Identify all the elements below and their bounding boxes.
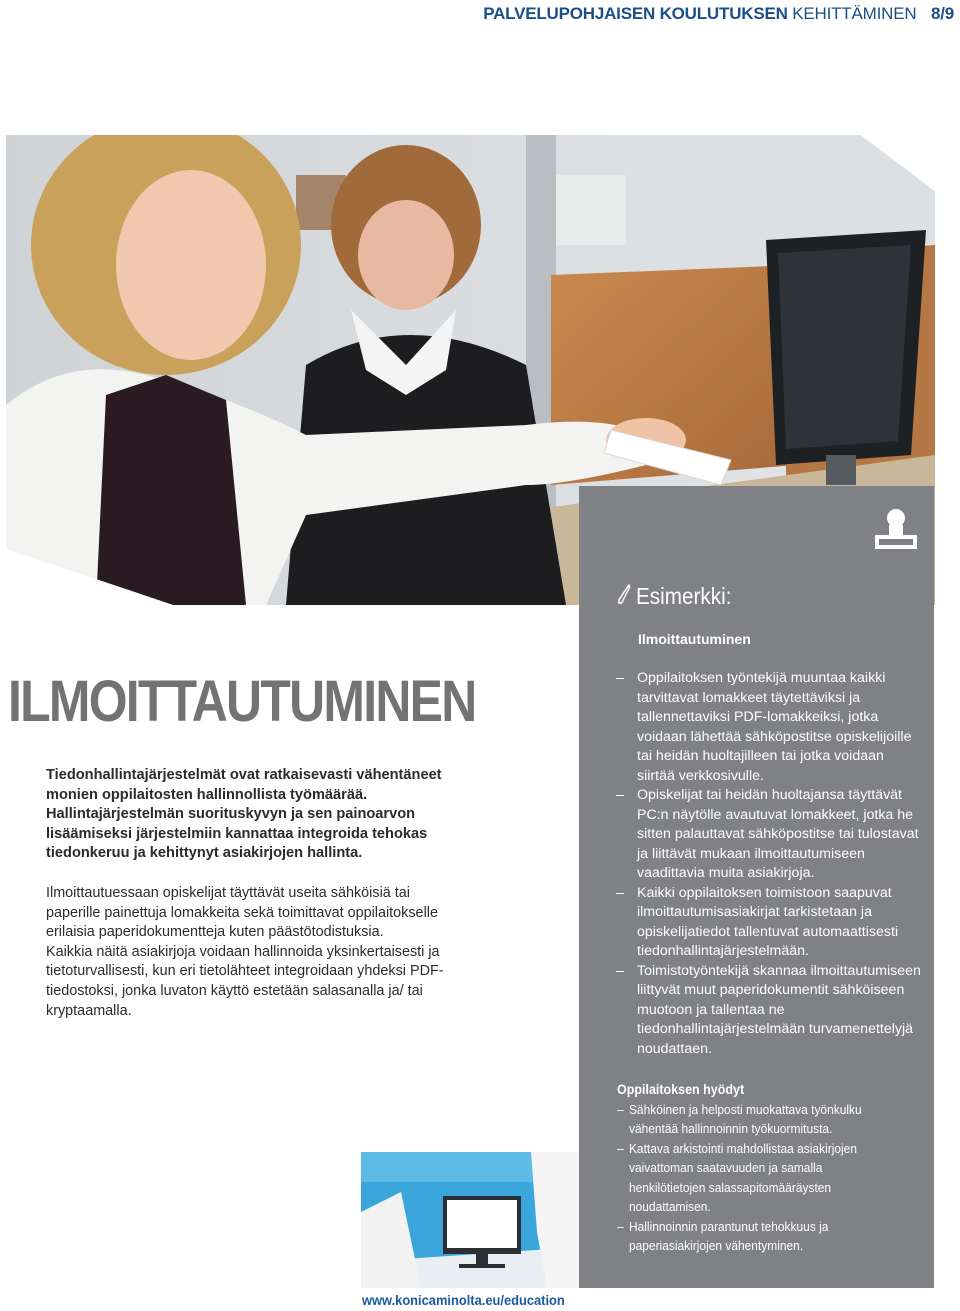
example-subheading: Ilmoittautuminen bbox=[638, 631, 751, 647]
person-icon bbox=[873, 506, 919, 552]
example-steps bbox=[616, 669, 921, 1059]
example-heading bbox=[618, 583, 731, 610]
list-item: – Hallinnoinnin parantunut tehokkuus ja paperiasiakirjojen vähentyminen. bbox=[617, 1217, 893, 1256]
page-header bbox=[483, 4, 954, 24]
body-text bbox=[46, 884, 466, 1021]
benefits-list bbox=[617, 1100, 893, 1256]
body-paragraph-2: Kaikkia näitä asiakirjoja voidaan hallinnoida yksinkertaisesti ja tietoturvallisesti, kun eri tietolähteet integroidaan yhdeksi PDF-tiedostoksi, jonka luvaton käyttö estetään salasanalla ja/ tai kryptaamalla. bbox=[46, 943, 444, 1019]
benefits-heading: Oppilaitoksen hyödyt bbox=[617, 1082, 745, 1097]
page-number: 8/9 bbox=[930, 4, 954, 23]
example-heading-text: Esimerkki: bbox=[636, 583, 732, 609]
list-item: – Sähköinen ja helposti muokattava työnkulku vähentää hallinnoinnin työkuormitusta. bbox=[617, 1100, 893, 1139]
page-title: ILMOITTAUTUMINEN bbox=[8, 669, 476, 734]
lead-paragraph: Tiedonhallintajärjestelmät ovat ratkaisevasti vähentäneet monien oppilaitosten hallinnollista työmäärää. Hallintajärjestelmän suorituskyvyn ja sen painoarvon lisäämiseksi järjestelmiin kannattaa integroida tehokas tiedonkeruu ja kehittynyt asiakirjojen hallinta. bbox=[46, 767, 442, 861]
list-item: – Toimistotyöntekijä skannaa ilmoittautumiseen liittyvät muut paperidokumentit sähköiseen muotoon ja tallentaa ne tiedonhallintajärjestelmään turvamenettelyjä noudattaen. bbox=[616, 962, 921, 1060]
header-title-bold: PALVELUPOHJAISEN KOULUTUKSEN bbox=[483, 4, 788, 23]
footer-url[interactable]: www.konicaminolta.eu/education bbox=[362, 1292, 565, 1308]
list-item: – Oppilaitoksen työntekijä muuntaa kaikki tarvittavat lomakkeet täytettäviksi ja tallennettaviksi PDF-lomakkeiksi, jotka voidaan lähettää sähköpostitse opiskelijoille tai heidän huoltajilleen tai jotka voidaan siirtää verkkosivulle. bbox=[616, 669, 921, 786]
body-paragraph-1: Ilmoittautuessaan opiskelijat täyttävät useita sähköisiä tai paperille painettuja lomakkeita sekä toimittavat oppilaitokselle erilaisia paperidokumentteja kuten päästötodistuksia. bbox=[46, 885, 438, 941]
pencil-icon bbox=[618, 583, 631, 610]
benefits-box bbox=[617, 1080, 893, 1256]
list-item: – Opiskelijat tai heidän huoltajansa täyttävät PC:n näytölle avautuvat lomakkeet, jotka he sitten palauttavat sähköpostitse tai tulostavat ja liittävät mukaan ilmoittautumiseen vaadittavia muita asiakirjoja. bbox=[616, 786, 921, 884]
list-item: – Kattava arkistointi mahdollistaa asiakirjojen vaivattoman saatavuuden ja samalla henkilötietojen salassapitomääräysten noudattamisen. bbox=[617, 1139, 893, 1217]
header-title-light: KEHITTÄMINEN bbox=[792, 4, 917, 23]
computer-picture bbox=[361, 1152, 579, 1288]
list-item: – Kaikki oppilaitoksen toimistoon saapuvat ilmoittautumisasiakirjat tarkistetaan ja opiskelijatiedot tallentuvat automaattisesti tiedonhallintajärjestelmään. bbox=[616, 884, 921, 962]
